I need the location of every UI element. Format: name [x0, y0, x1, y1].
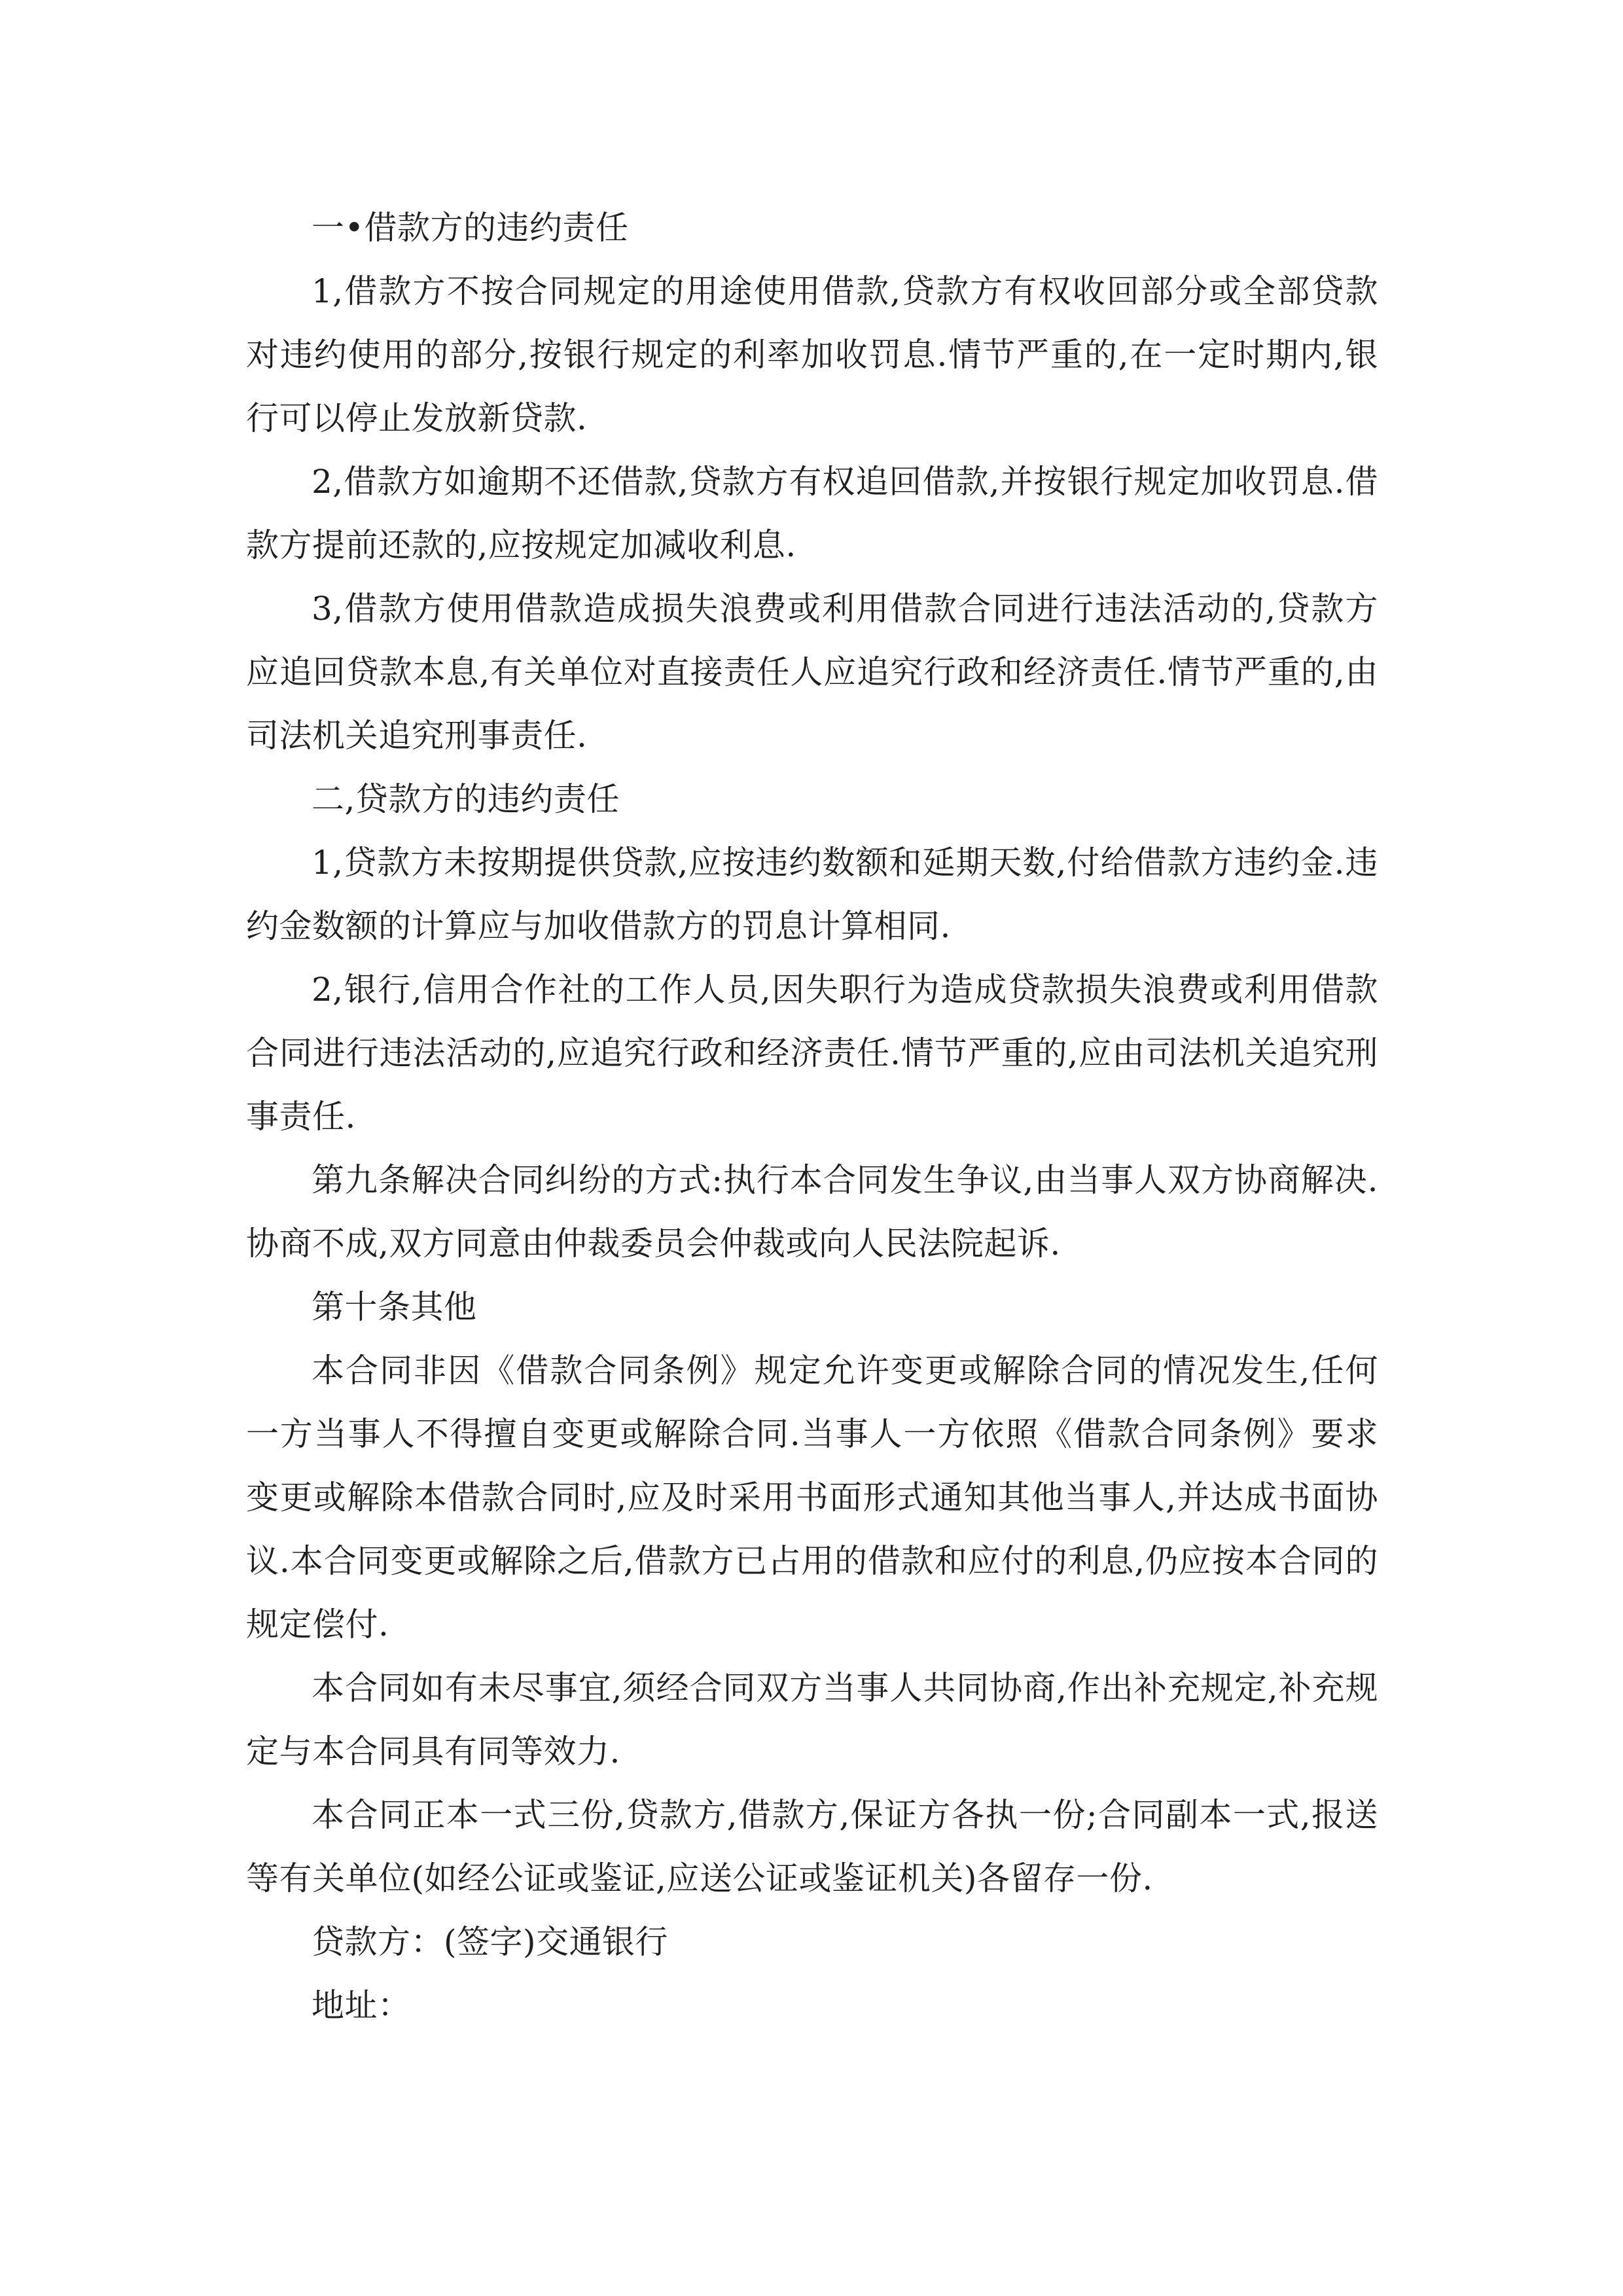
lender-signature-line: 贷款方：(签字)交通银行 — [312, 1923, 669, 1961]
article-nine-paragraph: 第九条解决合同纠纷的方式:执行本合同发生争议,由当事人双方协商解决.协商不成,双方同意由仲裁委员会仲裁或向人民法院起诉. — [246, 1161, 1378, 1263]
document-body — [246, 196, 1378, 2037]
clause-paragraph: 1,贷款方未按期提供贷款,应按违约数额和延期天数,付给借款方违约金.违约金数额的计算应与加收借款方的罚息计算相同. — [246, 844, 1378, 945]
section-heading-borrower-liability: 一•借款方的违约责任 — [312, 209, 629, 247]
section-heading-lender-liability: 二,贷款方的违约责任 — [312, 780, 620, 818]
clause-paragraph: 2,银行,信用合作社的工作人员,因失职行为造成贷款损失浪费或利用借款合同进行违法活动的,应追究行政和经济责任.情节严重的,应由司法机关追究刑事责任. — [246, 971, 1378, 1136]
clause-paragraph: 本合同如有未尽事宜,须经合同双方当事人共同协商,作出补充规定,补充规定与本合同具有同等效力. — [246, 1669, 1378, 1770]
article-ten-heading: 第十条其他 — [312, 1288, 477, 1326]
clause-paragraph: 3,借款方使用借款造成损失浪费或利用借款合同进行违法活动的,贷款方应追回贷款本息,有关单位对直接责任人应追究行政和经济责任.情节严重的,由司法机关追究刑事责任. — [246, 590, 1378, 755]
address-line: 地址： — [312, 1986, 411, 2024]
clause-paragraph: 本合同正本一式三份,贷款方,借款方,保证方各执一份;合同副本一式,报送等有关单位(如经公证或鉴证,应送公证或鉴证机关)各留存一份. — [246, 1796, 1378, 1897]
clause-paragraph: 2,借款方如逾期不还借款,贷款方有权追回借款,并按银行规定加收罚息.借款方提前还款的,应按规定加减收利息. — [246, 463, 1378, 564]
clause-paragraph: 1,借款方不按合同规定的用途使用借款,贷款方有权收回部分或全部贷款对违约使用的部分,按银行规定的利率加收罚息.情节严重的,在一定时期内,银行可以停止发放新贷款. — [246, 272, 1378, 437]
clause-paragraph: 本合同非因《借款合同条例》规定允许变更或解除合同的情况发生,任何一方当事人不得擅自变更或解除合同.当事人一方依照《借款合同条例》要求变更或解除本借款合同时,应及时采用书面形式通知其他当事人,并达成书面协议.本合同变更或解除之后,借款方已占用的借款和应付的利息,仍应按本合同的规定偿付. — [246, 1352, 1378, 1643]
